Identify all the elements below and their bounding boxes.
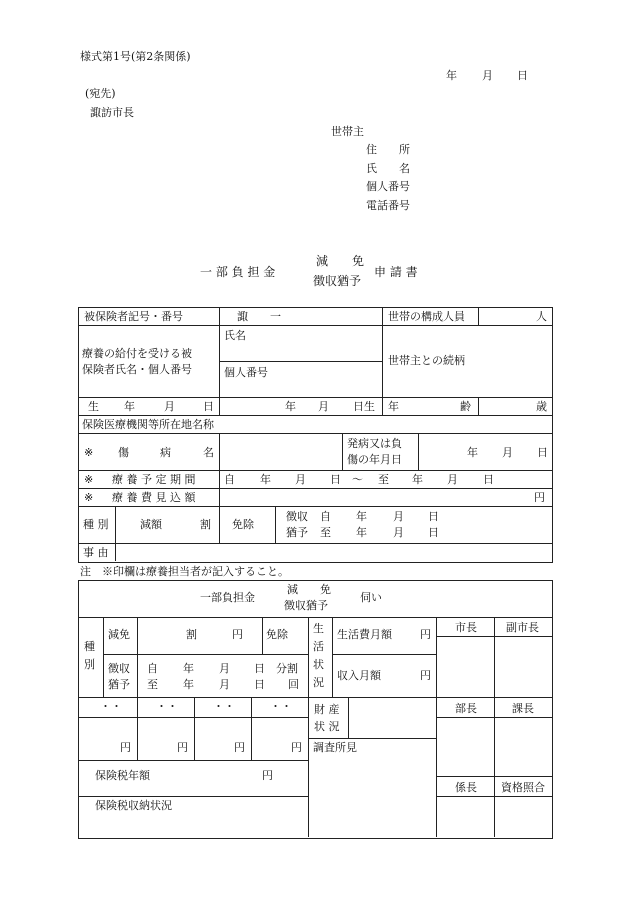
approval-vice-mayor: 副市長 xyxy=(506,621,539,634)
approval-chief: 係長 xyxy=(455,781,477,794)
reduction-unit: 割 xyxy=(200,518,211,531)
patient-name-label: 氏名 xyxy=(224,329,246,342)
title-prefix: 一 部 負 担 金 xyxy=(200,265,276,279)
onset-month-unit: 月 xyxy=(502,446,513,459)
disease-label-1: 傷 xyxy=(118,446,129,459)
date-year-label: 年 xyxy=(446,69,457,82)
onset-day-unit: 日 xyxy=(537,446,548,459)
review-to-year: 年 xyxy=(183,678,194,691)
income-label: 収入月額 xyxy=(337,669,381,682)
period-mark: ※ xyxy=(84,473,94,486)
review-type-2: 別 xyxy=(84,658,95,671)
tax-payment-status-label: 保険税収納状況 xyxy=(95,799,172,812)
birth-label-4: 日 xyxy=(203,400,214,413)
living-cost-label: 生活費月額 xyxy=(337,628,392,641)
tax-amount-label: 保険税年額 xyxy=(95,769,150,782)
deferral-from: 自 xyxy=(320,510,331,523)
birth-label-2: 年 xyxy=(124,400,135,413)
review-from-month: 月 xyxy=(219,662,230,675)
date-month-label: 月 xyxy=(482,69,493,82)
life-status-3: 状 xyxy=(313,658,324,671)
deferral-label-1: 徴収 xyxy=(286,510,308,523)
review-type-1: 種 xyxy=(84,640,95,653)
onset-year-unit: 年 xyxy=(467,446,478,459)
address-label: 住 所 xyxy=(366,143,410,156)
review-from-year: 年 xyxy=(183,662,194,675)
addressee-label: (宛先) xyxy=(85,87,116,100)
exemption-label: 免除 xyxy=(232,518,254,531)
living-cost-unit: 円 xyxy=(420,628,431,641)
review-deferral-1: 徴収 xyxy=(108,662,130,675)
review-title-prefix: 一部負担金 xyxy=(200,591,255,604)
relation-to-householder-label: 世帯主との続柄 xyxy=(388,354,465,367)
patient-label-line2: 保険者氏名・個人番号 xyxy=(82,363,192,376)
survey-findings-label: 調査所見 xyxy=(313,741,357,754)
household-members-label: 世帯の構成人員 xyxy=(388,310,465,323)
approval-mayor: 市長 xyxy=(455,621,477,634)
review-to: 至 xyxy=(147,678,158,691)
period-wave: ～ xyxy=(352,473,363,486)
review-deferral-2: 猶予 xyxy=(108,678,130,691)
amount-unit-3: 円 xyxy=(234,741,245,754)
approval-section-head: 課長 xyxy=(512,702,534,715)
review-split-unit: 回 xyxy=(288,678,299,691)
disease-label-2: 病 xyxy=(160,446,171,459)
date-day-label: 日 xyxy=(517,69,528,82)
insured-number-value: 諏 一 xyxy=(237,310,281,323)
birth-day-unit: 日生 xyxy=(353,400,375,413)
onset-label-line1: 発病又は負 xyxy=(347,437,402,450)
review-split-label: 分割 xyxy=(276,662,298,675)
deferral-from-month: 月 xyxy=(393,510,404,523)
estimated-cost-unit: 円 xyxy=(534,491,545,504)
tax-amount-unit: 円 xyxy=(262,769,273,782)
birth-label-1: 生 xyxy=(88,400,99,413)
period-from: 自 xyxy=(224,473,235,486)
form-number: 様式第1号(第2条関係) xyxy=(80,50,191,63)
deferral-to: 至 xyxy=(320,526,331,539)
period-from-day: 日 xyxy=(330,473,341,486)
householder-label: 世帯主 xyxy=(331,125,364,138)
life-status-2: 活 xyxy=(313,640,324,653)
deferral-to-year: 年 xyxy=(356,526,367,539)
birth-month-unit: 月 xyxy=(318,400,329,413)
insured-number-label: 被保険者記号・番号 xyxy=(84,310,183,323)
period-to-day: 日 xyxy=(483,473,494,486)
disease-mark: ※ xyxy=(84,446,94,459)
review-to-day: 日 xyxy=(254,678,265,691)
amount-unit-1: 円 xyxy=(120,741,131,754)
assets-status-2: 状 況 xyxy=(314,720,340,733)
note: 注 ※印欄は療養担当者が記入すること。 xyxy=(80,565,289,578)
personal-number-label: 個人番号 xyxy=(366,180,410,193)
date-dots-2: ・・ xyxy=(156,700,178,713)
amount-unit-2: 円 xyxy=(177,741,188,754)
approval-dept-head: 部長 xyxy=(455,702,477,715)
birth-label-3: 月 xyxy=(164,400,175,413)
review-to-month: 月 xyxy=(219,678,230,691)
onset-label-line2: 傷の年月日 xyxy=(347,453,402,466)
age-unit: 歳 xyxy=(536,400,547,413)
deferral-to-day: 日 xyxy=(428,526,439,539)
review-from: 自 xyxy=(147,662,158,675)
title-suffix: 申 請 書 xyxy=(374,265,418,279)
cost-mark: ※ xyxy=(84,491,94,504)
period-from-month: 月 xyxy=(295,473,306,486)
review-title-suffix: 伺い xyxy=(360,591,382,604)
disease-label-3: 名 xyxy=(203,446,214,459)
name-label: 氏 名 xyxy=(366,162,410,175)
date-dots-4: ・・ xyxy=(270,700,292,713)
addressee: 諏訪市長 xyxy=(90,106,134,119)
deferral-from-day: 日 xyxy=(428,510,439,523)
household-members-unit: 人 xyxy=(536,310,547,323)
deferral-from-year: 年 xyxy=(356,510,367,523)
amount-unit-4: 円 xyxy=(291,741,302,754)
birth-year-unit: 年 xyxy=(285,400,296,413)
period-to: 至 xyxy=(378,473,389,486)
title-deferral: 徴収猶予 xyxy=(313,274,362,288)
life-status-4: 況 xyxy=(313,676,324,689)
review-title-reduction: 減 免 xyxy=(287,583,331,596)
period-to-year: 年 xyxy=(412,473,423,486)
age-label-1: 年 xyxy=(388,400,399,413)
type-label: 種 別 xyxy=(83,518,109,531)
qualification-check: 資格照合 xyxy=(501,781,545,794)
age-label-2: 齢 xyxy=(460,400,471,413)
review-reduction-unit-1: 割 xyxy=(186,628,197,641)
title-reduction: 減 免 xyxy=(316,254,365,268)
period-to-month: 月 xyxy=(447,473,458,486)
deferral-to-month: 月 xyxy=(393,526,404,539)
reason-label: 事 由 xyxy=(83,546,109,559)
period-from-year: 年 xyxy=(260,473,271,486)
patient-label-line1: 療養の給付を受ける被 xyxy=(82,347,192,360)
hospital-label: 保険医療機関等所在地名称 xyxy=(82,418,214,431)
life-status-1: 生 xyxy=(313,622,324,635)
review-reduction-unit-2: 円 xyxy=(232,628,243,641)
review-reduction-label: 減免 xyxy=(108,628,130,641)
phone-label: 電話番号 xyxy=(366,199,410,212)
reduction-label: 減額 xyxy=(140,518,162,531)
review-exemption-label: 免除 xyxy=(266,628,288,641)
date-dots-1: ・・ xyxy=(100,700,122,713)
assets-status-1: 財 産 xyxy=(314,703,340,716)
deferral-label-2: 猶予 xyxy=(286,526,308,539)
review-title-deferral: 徴収猶予 xyxy=(284,599,328,612)
estimated-cost-label: 療 養 費 見 込 額 xyxy=(112,491,196,504)
patient-personal-number-label: 個人番号 xyxy=(224,366,268,379)
review-from-day: 日 xyxy=(254,662,265,675)
treatment-period-label: 療 養 予 定 期 間 xyxy=(112,473,196,486)
income-unit: 円 xyxy=(420,669,431,682)
date-dots-3: ・・ xyxy=(213,700,235,713)
